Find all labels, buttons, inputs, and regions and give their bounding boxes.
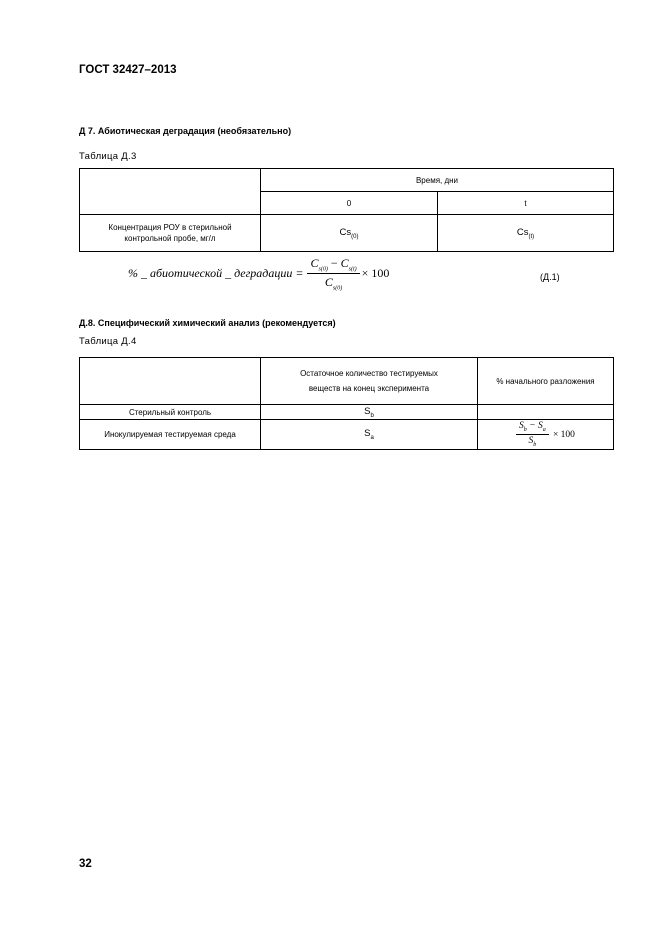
table-d3-row-label: Концентрация РОУ в стерильной контрольной пробе, мг/л (80, 215, 261, 252)
formula-times-100: × 100 (361, 266, 390, 281)
table-d4-col-percent: % начального разложения (478, 358, 614, 405)
table-d4-fraction (516, 421, 549, 448)
table-d4-empty-corner (80, 358, 261, 405)
formula-denominator: $C_{s(0)}$ (324, 275, 343, 292)
table-d4-frac-denominator: $S_b$ (528, 436, 537, 448)
table-d4 (79, 357, 614, 450)
formula-lhs: % _ абиотической _ деградации = (128, 266, 304, 281)
table-d4-cell-empty (478, 405, 614, 420)
formula-d1 (128, 256, 389, 292)
table-d3-cell-cs0: $Cs_{(0)}$ (261, 215, 438, 252)
table-d4-cell-sb: $S_b$ (261, 405, 478, 420)
table-d4-cell-sa: $S_a$ (261, 420, 478, 450)
table-d4-row2-label: Инокулируемая тестируемая среда (80, 420, 261, 450)
table-d4-row1-label: Стерильный контроль (80, 405, 261, 420)
formula-fraction (307, 256, 359, 292)
formula-numerator: $C_{s(0)} - C_{s(t)}$ (307, 256, 359, 274)
formula-number: (Д.1) (540, 272, 560, 282)
table-d4-caption: Таблица Д.4 (79, 336, 137, 347)
table-d4-frac-numerator: $S_b - S_a$ (516, 421, 549, 435)
table-d3-col-0: 0 (261, 192, 438, 215)
page-number: 32 (79, 858, 92, 870)
table-d3-col-t: t (438, 192, 614, 215)
table-d3-time-header: Время, дни (261, 169, 614, 192)
table-d3-empty-corner (80, 169, 261, 215)
table-d4-cell-formula (478, 420, 614, 450)
section-7-title: Д 7. Абиотическая деградация (необязательно) (79, 126, 292, 136)
table-d4-times-100: × 100 (552, 429, 575, 440)
table-d3 (79, 168, 614, 252)
table-d4-col-residual: Остаточное количество тестируемых веществ на конец эксперимента (261, 358, 478, 405)
section-8-title: Д.8. Специфический химический анализ (рекомендуется) (79, 318, 336, 328)
table-d3-cell-cst: $Cs_{(t)}$ (438, 215, 614, 252)
table-d3-caption: Таблица Д.3 (79, 151, 137, 162)
standard-header: ГОСТ 32427–2013 (79, 64, 177, 76)
